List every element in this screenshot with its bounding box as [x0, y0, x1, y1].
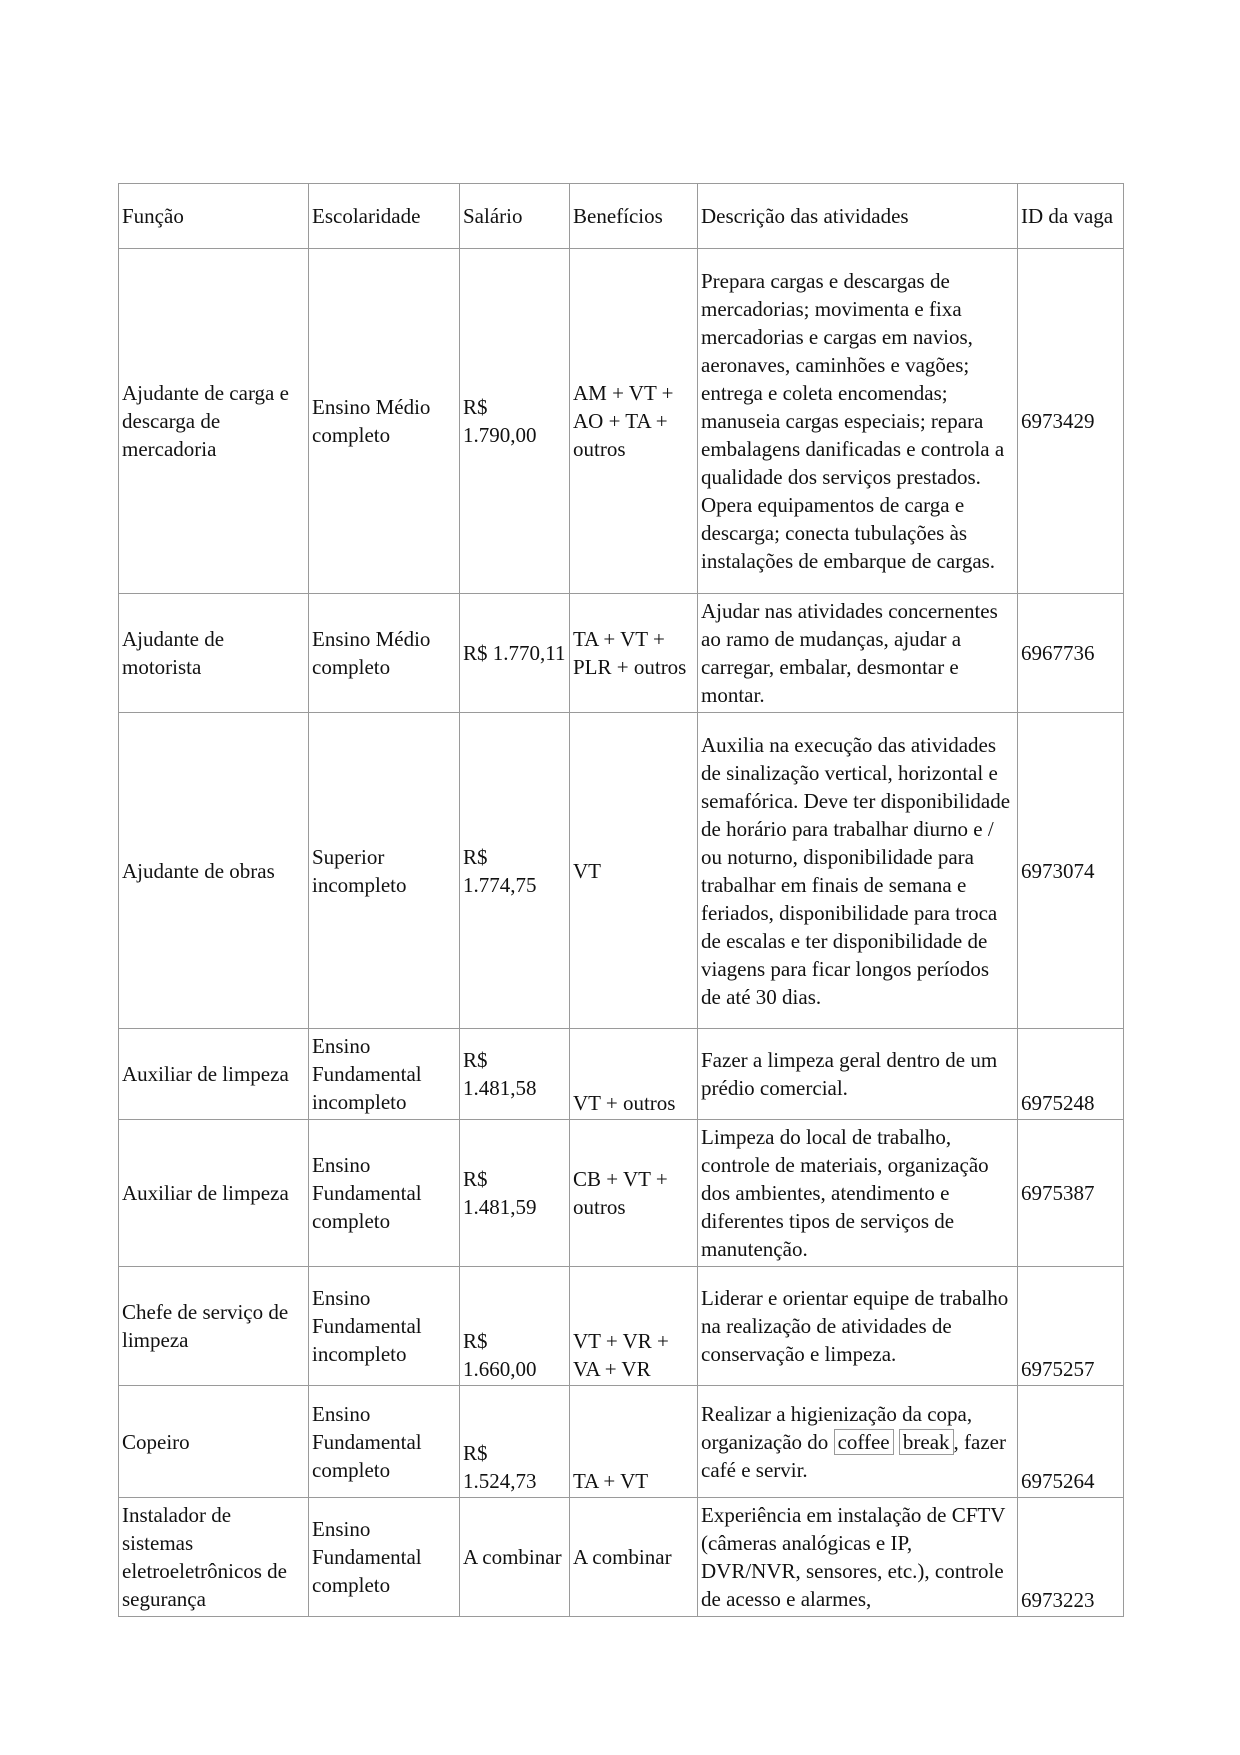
cell-funcao: Ajudante de obras — [119, 713, 309, 1029]
cell-descricao: Experiência em instalação de CFTV (câmeras analógicas e IP, DVR/NVR, sensores, etc.), controle de acesso e alarmes, — [698, 1498, 1018, 1617]
header-id-vaga: ID da vaga — [1018, 184, 1124, 249]
table-row — [119, 1386, 1124, 1498]
table-row — [119, 594, 1124, 713]
header-beneficios: Benefícios — [570, 184, 698, 249]
header-escolaridade: Escolaridade — [309, 184, 460, 249]
cell-salario: R$ 1.660,00 — [460, 1267, 570, 1386]
descricao-text: , fazer café e servir. — [701, 1429, 1006, 1482]
cell-beneficios: VT — [570, 713, 698, 1029]
table-row — [119, 249, 1124, 594]
cell-beneficios: CB + VT + outros — [570, 1120, 698, 1267]
cell-funcao: Instalador de sistemas eletroeletrônicos de segurança — [119, 1498, 309, 1617]
cell-salario: R$ 1.770,11 — [460, 594, 570, 713]
cell-beneficios: VT + outros — [570, 1029, 698, 1120]
cell-id-vaga: 6967736 — [1018, 594, 1124, 713]
cell-funcao: Auxiliar de limpeza — [119, 1029, 309, 1120]
cell-descricao — [698, 1386, 1018, 1498]
cell-descricao: Liderar e orientar equipe de trabalho na realização de atividades de conservação e limpeza. — [698, 1267, 1018, 1386]
cell-salario: A combinar — [460, 1498, 570, 1617]
cell-escolaridade: Ensino Fundamental completo — [309, 1386, 460, 1498]
cell-funcao: Ajudante de motorista — [119, 594, 309, 713]
cell-salario: R$ 1.774,75 — [460, 713, 570, 1029]
job-openings-table — [118, 183, 1124, 1617]
cell-descricao: Auxilia na execução das atividades de sinalização vertical, horizontal e semafórica. Deve ter disponibilidade de horário para trabalhar diurno e / ou noturno, disponibilidade para trabalhar em finais de semana e feriados, disponibilidade para troca de escalas e ter disponibilidade de viagens para ficar longos períodos de até 30 dias. — [698, 713, 1018, 1029]
cell-id-vaga: 6975257 — [1018, 1267, 1124, 1386]
cell-escolaridade: Ensino Médio completo — [309, 594, 460, 713]
cell-funcao: Auxiliar de limpeza — [119, 1120, 309, 1267]
descricao-text: Realizar a higienização da copa, organização do — [701, 1401, 973, 1454]
table-row — [119, 1267, 1124, 1386]
cell-salario: R$ 1.524,73 — [460, 1386, 570, 1498]
cell-beneficios: AM + VT + AO + TA + outros — [570, 249, 698, 594]
cell-descricao: Ajudar nas atividades concernentes ao ramo de mudanças, ajudar a carregar, embalar, desmontar e montar. — [698, 594, 1018, 713]
cell-id-vaga: 6975248 — [1018, 1029, 1124, 1120]
cell-escolaridade: Ensino Fundamental completo — [309, 1498, 460, 1617]
cell-id-vaga: 6975387 — [1018, 1120, 1124, 1267]
cell-descricao: Limpeza do local de trabalho, controle de materiais, organização dos ambientes, atendimento e diferentes tipos de serviços de manutenção. — [698, 1120, 1018, 1267]
cell-beneficios: VT + VR + VA + VR — [570, 1267, 698, 1386]
header-descricao: Descrição das atividades — [698, 184, 1018, 249]
cell-salario: R$ 1.481,59 — [460, 1120, 570, 1267]
cell-escolaridade: Ensino Fundamental completo — [309, 1120, 460, 1267]
table-row — [119, 1029, 1124, 1120]
cell-escolaridade: Superior incompleto — [309, 713, 460, 1029]
cell-funcao: Ajudante de carga e descarga de mercadoria — [119, 249, 309, 594]
table-header-row — [119, 184, 1124, 249]
break-word: break — [899, 1429, 954, 1455]
cell-id-vaga: 6973429 — [1018, 249, 1124, 594]
header-salario: Salário — [460, 184, 570, 249]
cell-escolaridade: Ensino Fundamental incompleto — [309, 1029, 460, 1120]
cell-descricao: Fazer a limpeza geral dentro de um prédio comercial. — [698, 1029, 1018, 1120]
table-row — [119, 713, 1124, 1029]
cell-id-vaga: 6973074 — [1018, 713, 1124, 1029]
header-funcao: Função — [119, 184, 309, 249]
cell-funcao: Chefe de serviço de limpeza — [119, 1267, 309, 1386]
table-row — [119, 1498, 1124, 1617]
cell-funcao: Copeiro — [119, 1386, 309, 1498]
cell-escolaridade: Ensino Fundamental incompleto — [309, 1267, 460, 1386]
cell-id-vaga: 6975264 — [1018, 1386, 1124, 1498]
cell-escolaridade: Ensino Médio completo — [309, 249, 460, 594]
cell-descricao: Prepara cargas e descargas de mercadorias; movimenta e fixa mercadorias e cargas em navios, aeronaves, caminhões e vagões; entrega e coleta encomendas; manuseia cargas especiais; repara embalagens danificadas e controla a qualidade dos serviços prestados. Opera equipamentos de carga e descarga; conecta tubulações às instalações de embarque de cargas. — [698, 249, 1018, 594]
cell-beneficios: TA + VT + PLR + outros — [570, 594, 698, 713]
table-row — [119, 1120, 1124, 1267]
cell-salario: R$ 1.481,58 — [460, 1029, 570, 1120]
cell-id-vaga: 6973223 — [1018, 1498, 1124, 1617]
cell-salario: R$ 1.790,00 — [460, 249, 570, 594]
cell-beneficios: A combinar — [570, 1498, 698, 1617]
coffee-word: coffee — [834, 1429, 894, 1455]
cell-beneficios: TA + VT — [570, 1386, 698, 1498]
